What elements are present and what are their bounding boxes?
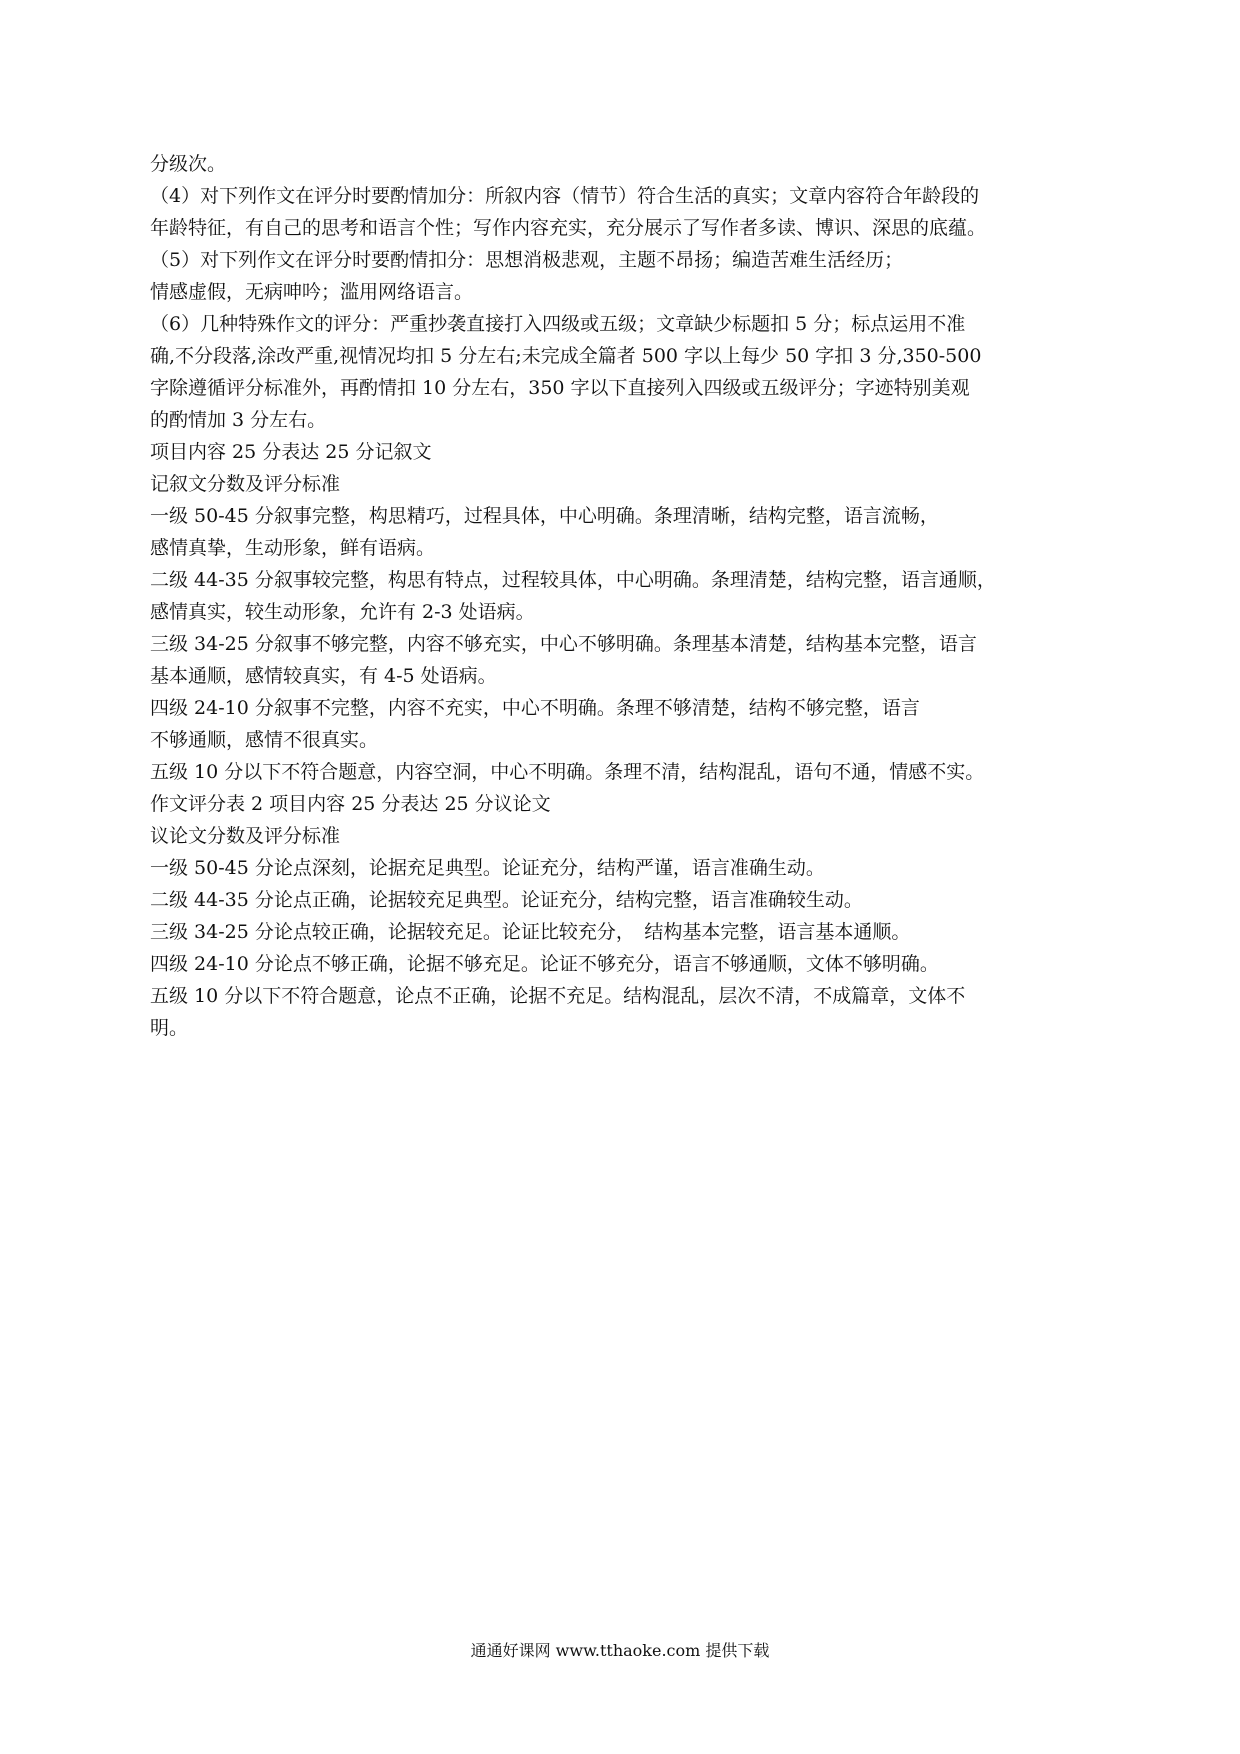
text-line: 五级 10 分以下不符合题意，论点不正确，论据不充足。结构混乱，层次不清，不成篇章，文体不 <box>150 985 966 1007</box>
text-line: 不够通顺，感情不很真实。 <box>150 729 379 751</box>
text-line: 五级 10 分以下不符合题意，内容空洞，中心不明确。条理不清，结构混乱，语句不通，情感不实。 <box>150 761 985 783</box>
text-line: 四级 24-10 分论点不够正确，论据不够充足。论证不够充分，语言不够通顺，文体不够明确。 <box>150 953 939 975</box>
text-line: （5）对下列作文在评分时要酌情扣分：思想消极悲观，主题不昂扬；编造苦难生活经历； <box>150 249 904 271</box>
text-line: 三级 34-25 分论点较正确，论据较充足。论证比较充分， 结构基本完整，语言基本通顺。 <box>150 921 911 943</box>
text-line: 二级 44-35 分论点正确，论据较充足典型。论证充分，结构完整，语言准确较生动。 <box>150 889 863 911</box>
text-line: 四级 24-10 分叙事不完整，内容不充实，中心不明确。条理不够清楚，结构不够完整，语言 <box>150 697 920 719</box>
text-line: 分级次。 <box>150 153 227 175</box>
text-line: 字除遵循评分标准外，再酌情扣 10 分左右，350 字以下直接列入四级或五级评分；字迹特别美观 <box>150 377 970 399</box>
page-footer: 通通好课网 www.tthaoke.com 提供下载 <box>470 1641 770 1660</box>
text-line: 三级 34-25 分叙事不够完整，内容不够充实，中心不够明确。条理基本清楚，结构基本完整，语言 <box>150 633 977 655</box>
section-heading: 项目内容 25 分表达 25 分记叙文 <box>150 441 432 463</box>
section-heading: 作文评分表 2 项目内容 25 分表达 25 分议论文 <box>150 793 551 815</box>
document-body <box>150 148 1100 1044</box>
section-heading: 议论文分数及评分标准 <box>150 825 341 847</box>
text-line: 基本通顺，感情较真实，有 4-5 处语病。 <box>150 665 497 687</box>
text-line: 确,不分段落,涂改严重,视情况均扣 5 分左右;未完成全篇者 500 字以上每少 50 字扣 3 分,350-500 <box>150 345 982 367</box>
text-line: （6）几种特殊作文的评分：严重抄袭直接打入四级或五级；文章缺少标题扣 5 分；标点运用不准 <box>150 313 966 335</box>
text-line: 一级 50-45 分论点深刻，论据充足典型。论证充分，结构严谨，语言准确生动。 <box>150 857 825 879</box>
section-heading: 记叙文分数及评分标准 <box>150 473 341 495</box>
text-line: 年龄特征，有自己的思考和语言个性；写作内容充实，充分展示了写作者多读、博识、深思的底蕴。 <box>150 217 987 239</box>
text-line: 明。 <box>150 1017 189 1039</box>
text-line: 感情真挚，生动形象，鲜有语病。 <box>150 537 436 559</box>
text-line: （4）对下列作文在评分时要酌情加分：所叙内容（情节）符合生活的真实；文章内容符合年龄段的 <box>150 185 980 207</box>
text-line: 情感虚假，无病呻吟；滥用网络语言。 <box>150 281 474 303</box>
text-line: 一级 50-45 分叙事完整，构思精巧，过程具体，中心明确。条理清晰，结构完整，语言流畅， <box>150 505 939 527</box>
text-line: 感情真实，较生动形象，允许有 2-3 处语病。 <box>150 601 535 623</box>
text-line: 二级 44-35 分叙事较完整，构思有特点，过程较具体，中心明确。条理清楚，结构完整，语言通顺， <box>150 569 996 591</box>
text-line: 的酌情加 3 分左右。 <box>150 409 327 431</box>
